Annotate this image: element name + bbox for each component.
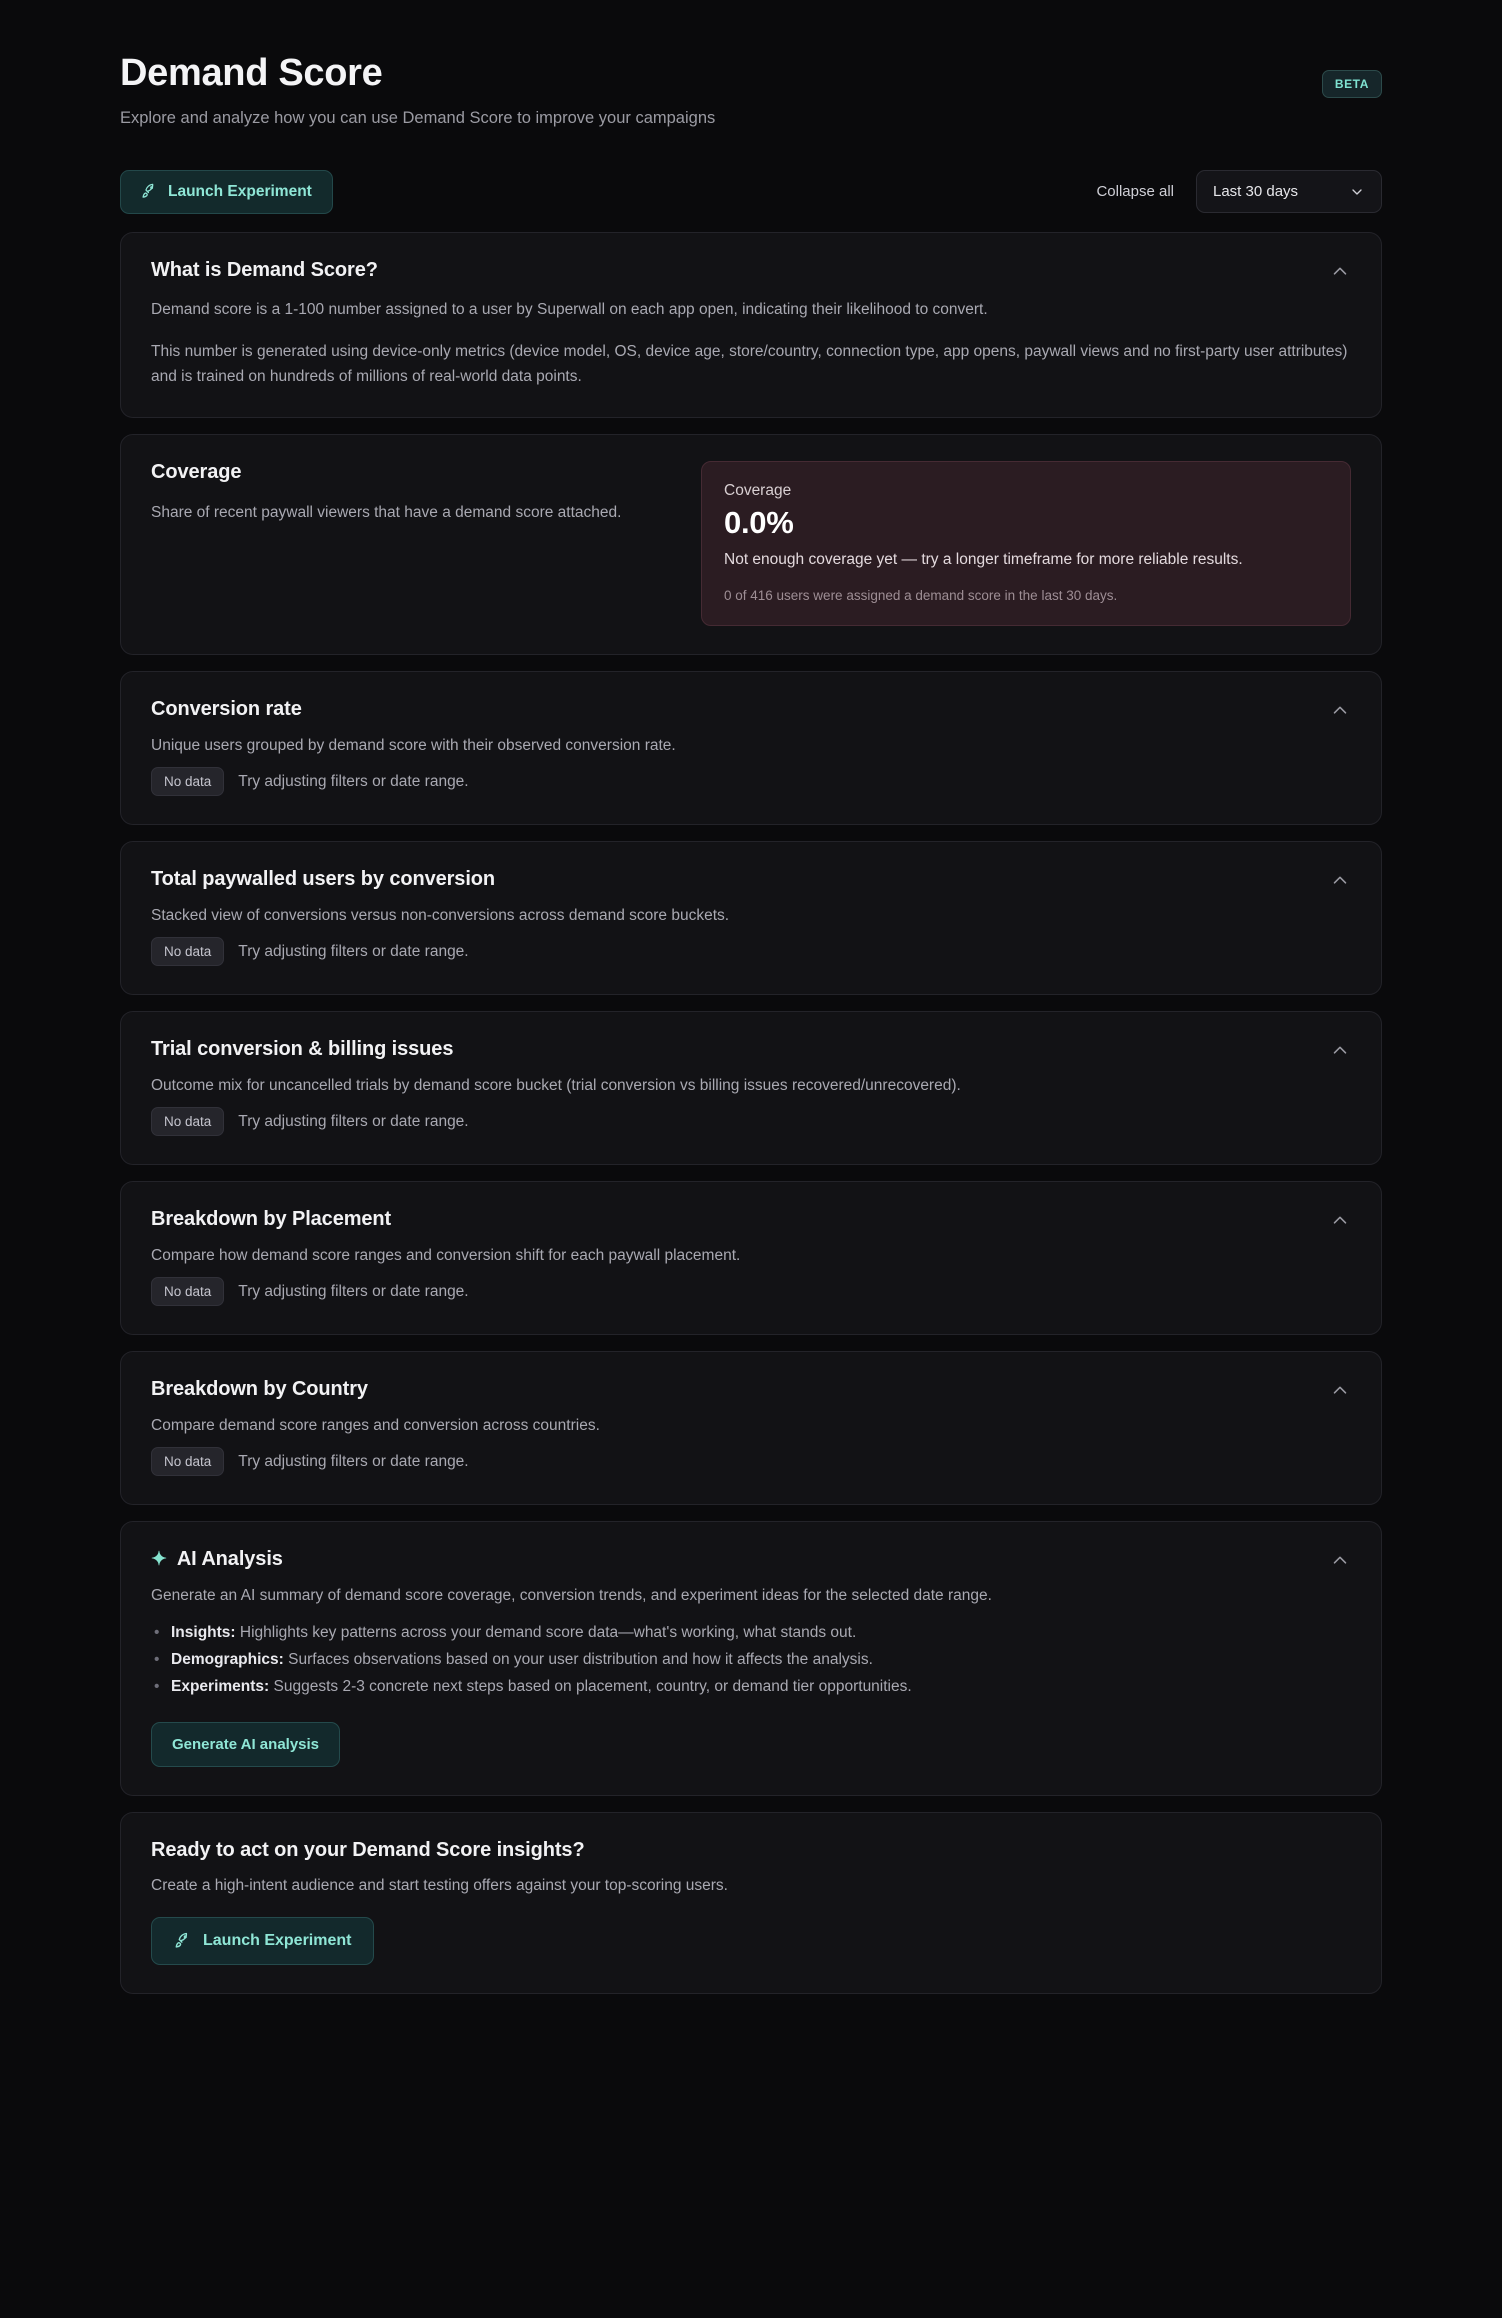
empty-hint: Try adjusting filters or date range. xyxy=(238,1112,469,1130)
bullet-label: Demographics: xyxy=(171,1651,284,1669)
collapse-chevron-total-paywalled[interactable] xyxy=(1329,870,1351,892)
card-total-paywalled-users xyxy=(120,841,1382,995)
card-breakdown-by-country xyxy=(120,1351,1382,1505)
empty-hint: Try adjusting filters or date range. xyxy=(238,1452,469,1470)
status-badge: No data xyxy=(151,767,224,796)
status-badge: No data xyxy=(151,937,224,966)
collapse-chevron-what-is[interactable] xyxy=(1329,261,1351,283)
status-badge: No data xyxy=(151,1277,224,1306)
beta-badge: BETA xyxy=(1322,70,1382,98)
collapse-chevron-placement[interactable] xyxy=(1329,1210,1351,1232)
launch-experiment-label-bottom: Launch Experiment xyxy=(203,1932,352,1950)
chevron-down-icon xyxy=(1349,184,1365,200)
coverage-warning-panel xyxy=(701,461,1351,626)
bullet-text: Surfaces observations based on your user distribution and how it affects the analysis. xyxy=(283,1651,873,1669)
trial-billing-empty-state xyxy=(151,1107,1351,1136)
card-ai-analysis xyxy=(120,1521,1382,1796)
bullet-text: Suggests 2-3 concrete next steps based on placement, country, or demand tier opportunities. xyxy=(269,1678,912,1696)
conversion-rate-empty-state xyxy=(151,767,1351,796)
card-what-is-demand-score xyxy=(120,232,1382,418)
trial-billing-description: Outcome mix for uncancelled trials by demand score bucket (trial conversion vs billing issues recovered/unrecovered). xyxy=(151,1077,961,1095)
what-is-paragraph-2: This number is generated using device-only metrics (device model, OS, device age, store/country, connection type, app opens, paywall views and no first-party user attributes) and is trained on hundreds of millions of real-world data points. xyxy=(151,342,1348,385)
card-title-total-paywalled: Total paywalled users by conversion xyxy=(151,868,496,891)
page-subtitle: Explore and analyze how you can use Demand Score to improve your campaigns xyxy=(120,108,716,127)
card-title-trial-billing: Trial conversion & billing issues xyxy=(151,1038,454,1061)
rocket-icon xyxy=(141,183,158,200)
rocket-icon xyxy=(174,1932,192,1950)
card-title-what-is: What is Demand Score? xyxy=(151,258,378,281)
cta-description: Create a high-intent audience and start testing offers against your top-scoring users. xyxy=(151,1877,728,1895)
what-is-paragraph-1: Demand score is a 1-100 number assigned to a user by Superwall on each app open, indicating their likelihood to convert. xyxy=(151,300,988,318)
coverage-left xyxy=(151,461,671,525)
collapse-chevron-ai-analysis[interactable] xyxy=(1329,1550,1351,1572)
card-title-ai-analysis: AI Analysis xyxy=(176,1548,283,1571)
collapse-all-button[interactable]: Collapse all xyxy=(1096,183,1174,201)
collapse-chevron-trial-billing[interactable] xyxy=(1329,1040,1351,1062)
launch-experiment-label-top: Launch Experiment xyxy=(168,182,312,200)
coverage-panel-label: Coverage xyxy=(724,482,792,500)
launch-experiment-button-top[interactable] xyxy=(120,170,333,214)
total-paywalled-description: Stacked view of conversions versus non-conversions across demand score buckets. xyxy=(151,907,730,925)
coverage-message: Not enough coverage yet — try a longer timeframe for more reliable results. xyxy=(724,551,1243,569)
status-badge: No data xyxy=(151,1107,224,1136)
date-range-value: Last 30 days xyxy=(1213,183,1299,201)
card-body-what-is xyxy=(151,297,1351,389)
collapse-chevron-conversion-rate[interactable] xyxy=(1329,700,1351,722)
status-badge: No data xyxy=(151,1447,224,1476)
ai-analysis-bullets xyxy=(151,1619,1351,1700)
card-title-conversion-rate: Conversion rate xyxy=(151,698,302,721)
list-item xyxy=(151,1619,1351,1646)
card-title-country: Breakdown by Country xyxy=(151,1378,368,1401)
card-title-coverage: Coverage xyxy=(151,461,242,484)
card-title-placement: Breakdown by Placement xyxy=(151,1208,392,1231)
list-item xyxy=(151,1646,1351,1673)
collapse-chevron-country[interactable] xyxy=(1329,1380,1351,1402)
page-header xyxy=(120,52,1382,128)
bullet-text: Highlights key patterns across your demand score data—what's working, what stands out. xyxy=(235,1624,857,1642)
page-title: Demand Score xyxy=(120,52,383,94)
ai-analysis-description: Generate an AI summary of demand score coverage, conversion trends, and experiment ideas for the selected date range. xyxy=(151,1587,992,1605)
placement-empty-state xyxy=(151,1277,1351,1306)
empty-hint: Try adjusting filters or date range. xyxy=(238,772,469,790)
card-breakdown-by-placement xyxy=(120,1181,1382,1335)
bullet-label: Experiments: xyxy=(171,1678,270,1696)
coverage-description: Share of recent paywall viewers that have a demand score attached. xyxy=(151,504,622,522)
card-title-ai-analysis-row xyxy=(151,1548,1351,1571)
country-description: Compare demand score ranges and conversion across countries. xyxy=(151,1417,600,1435)
total-paywalled-empty-state xyxy=(151,937,1351,966)
bullet-label: Insights: xyxy=(171,1624,236,1642)
card-coverage xyxy=(120,434,1382,655)
coverage-subtext: 0 of 416 users were assigned a demand score in the last 30 days. xyxy=(724,588,1118,604)
list-item xyxy=(151,1673,1351,1700)
launch-experiment-button-bottom[interactable] xyxy=(151,1917,374,1965)
conversion-rate-description: Unique users grouped by demand score with their observed conversion rate. xyxy=(151,737,676,755)
date-range-select[interactable] xyxy=(1196,170,1382,213)
empty-hint: Try adjusting filters or date range. xyxy=(238,1282,469,1300)
card-trial-conversion-billing xyxy=(120,1011,1382,1165)
generate-ai-analysis-button[interactable]: Generate AI analysis xyxy=(151,1722,340,1767)
country-empty-state xyxy=(151,1447,1351,1476)
header-text-block xyxy=(120,52,715,128)
empty-hint: Try adjusting filters or date range. xyxy=(238,942,469,960)
card-cta-launch-experiment xyxy=(120,1812,1382,1994)
card-conversion-rate xyxy=(120,671,1382,825)
cta-title: Ready to act on your Demand Score insights? xyxy=(151,1839,585,1862)
toolbar xyxy=(120,170,1382,214)
toolbar-right xyxy=(1096,170,1382,213)
placement-description: Compare how demand score ranges and conversion shift for each paywall placement. xyxy=(151,1247,741,1265)
coverage-value: 0.0% xyxy=(724,505,794,541)
sparkle-icon: ✦ xyxy=(151,1549,167,1571)
